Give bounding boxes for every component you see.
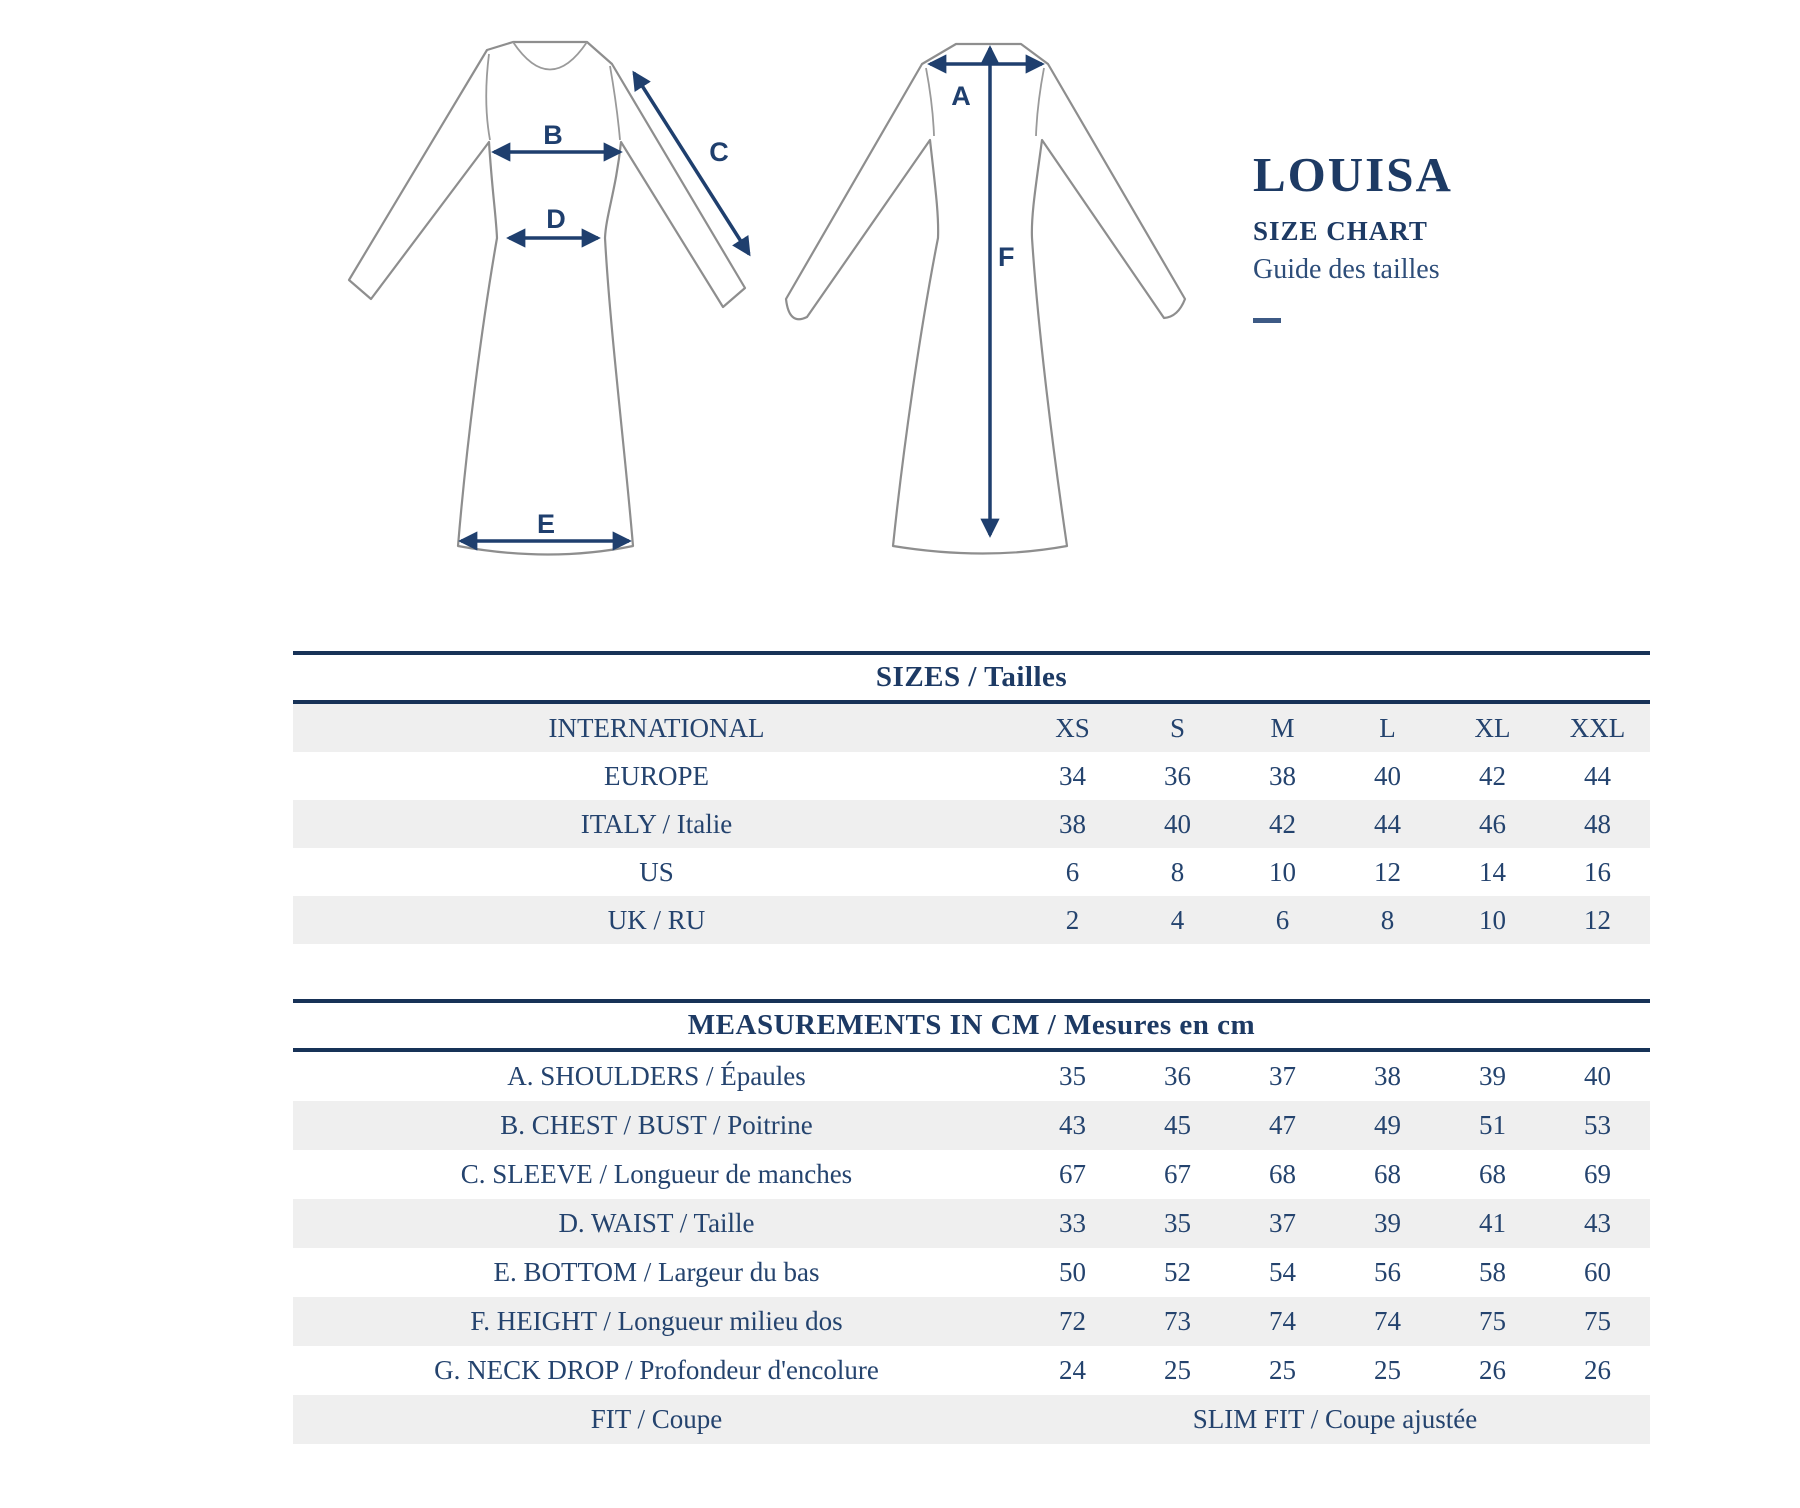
dim-label-e: E xyxy=(536,509,556,539)
measure-cell: 68 xyxy=(1479,1159,1506,1189)
measure-cell: 56 xyxy=(1374,1257,1401,1287)
fit-row-value: SLIM FIT / Coupe ajustée xyxy=(1192,1404,1478,1434)
measure-row-label: E. BOTTOM / Largeur du bas xyxy=(493,1257,820,1287)
measure-cell: 47 xyxy=(1269,1110,1296,1140)
size-cell: 38 xyxy=(1269,760,1296,791)
measure-cell: 69 xyxy=(1584,1159,1611,1189)
size-cell: 46 xyxy=(1479,808,1506,839)
size-cell: XXL xyxy=(1569,712,1626,743)
measure-row-label: D. WAIST / Taille xyxy=(558,1208,755,1238)
measure-cell: 74 xyxy=(1374,1306,1401,1336)
measure-cell: 41 xyxy=(1479,1208,1506,1238)
row-europe xyxy=(293,752,1650,800)
measure-cell: 45 xyxy=(1164,1110,1191,1140)
row-international xyxy=(293,702,1650,752)
size-cell: 34 xyxy=(1059,760,1086,791)
sizes-table xyxy=(293,651,1650,944)
size-cell: 44 xyxy=(1374,808,1401,839)
brand-block xyxy=(1253,147,1453,323)
measure-row-label: B. CHEST / BUST / Poitrine xyxy=(500,1110,813,1140)
size-chart-heading-fr: Guide des tailles xyxy=(1253,254,1440,285)
row-chest xyxy=(293,1101,1650,1150)
measure-row-label: A. SHOULDERS / Épaules xyxy=(507,1061,806,1091)
measurements-table-header-row xyxy=(293,1001,1650,1050)
row-shoulders xyxy=(293,1050,1650,1101)
measure-cell: 68 xyxy=(1269,1159,1296,1189)
size-cell: 6 xyxy=(1275,904,1290,935)
measure-cell: 25 xyxy=(1269,1355,1296,1385)
row-fit xyxy=(293,1395,1650,1444)
size-cell: 12 xyxy=(1374,856,1401,887)
size-row-label: US xyxy=(639,856,674,887)
dim-label-b: B xyxy=(543,120,563,150)
dim-label-d: D xyxy=(546,204,566,234)
row-bottom xyxy=(293,1248,1650,1297)
sizes-table-title: SIZES / Tailles xyxy=(293,653,1650,702)
measurements-table xyxy=(293,999,1650,1444)
size-cell: 2 xyxy=(1065,904,1080,935)
size-cell: 38 xyxy=(1059,808,1086,839)
size-row-label: EUROPE xyxy=(603,760,709,791)
size-cell: 42 xyxy=(1479,760,1506,791)
measure-cell: 75 xyxy=(1479,1306,1506,1336)
size-cell: 16 xyxy=(1584,856,1612,887)
measure-cell: 51 xyxy=(1479,1110,1506,1140)
size-cell: 8 xyxy=(1380,904,1395,935)
measure-cell: 33 xyxy=(1059,1208,1086,1238)
dim-label-f: F xyxy=(998,242,1015,272)
measure-cell: 24 xyxy=(1059,1355,1086,1385)
measure-cell: 72 xyxy=(1059,1306,1086,1336)
measure-cell: 68 xyxy=(1374,1159,1401,1189)
row-sleeve xyxy=(293,1150,1650,1199)
size-cell: XL xyxy=(1474,712,1511,743)
size-cell: 4 xyxy=(1170,904,1185,935)
measure-row-label: C. SLEEVE / Longueur de manches xyxy=(460,1159,853,1189)
measure-cell: 54 xyxy=(1269,1257,1296,1287)
size-cell: 8 xyxy=(1170,856,1185,887)
row-italy xyxy=(293,800,1650,848)
dim-label-c: C xyxy=(709,137,729,167)
dim-label-a: A xyxy=(951,81,971,111)
measure-cell: 58 xyxy=(1479,1257,1506,1287)
measure-cell: 75 xyxy=(1584,1306,1611,1336)
measure-row-label: G. NECK DROP / Profondeur d'encolure xyxy=(434,1355,879,1385)
size-cell: 14 xyxy=(1479,856,1506,887)
measurements-table-title: MEASUREMENTS IN CM / Mesures en cm xyxy=(293,1001,1650,1050)
size-cell: 40 xyxy=(1164,808,1191,839)
row-neck-drop xyxy=(293,1346,1650,1395)
size-cell: 36 xyxy=(1164,760,1191,791)
measure-cell: 25 xyxy=(1374,1355,1401,1385)
row-us xyxy=(293,848,1650,896)
size-cell: 48 xyxy=(1584,808,1612,839)
size-chart-heading: SIZE CHART xyxy=(1253,216,1428,246)
measure-cell: 53 xyxy=(1584,1110,1611,1140)
brand-name: LOUISA xyxy=(1253,147,1453,202)
measure-cell: 37 xyxy=(1269,1208,1296,1238)
measure-cell: 36 xyxy=(1164,1061,1191,1091)
measure-cell: 73 xyxy=(1164,1306,1191,1336)
measure-cell: 60 xyxy=(1584,1257,1611,1287)
measure-cell: 26 xyxy=(1584,1355,1611,1385)
size-cell: 6 xyxy=(1065,856,1080,887)
measure-cell: 67 xyxy=(1164,1159,1191,1189)
row-height xyxy=(293,1297,1650,1346)
size-cell: M xyxy=(1270,712,1295,743)
measure-cell: 38 xyxy=(1374,1061,1401,1091)
garment-measurement-diagram xyxy=(0,0,1250,600)
size-cell: 44 xyxy=(1584,760,1612,791)
measure-cell: 43 xyxy=(1059,1110,1086,1140)
size-cell: S xyxy=(1169,712,1186,743)
size-cell: 10 xyxy=(1479,904,1506,935)
measure-cell: 40 xyxy=(1584,1061,1611,1091)
measure-cell: 39 xyxy=(1374,1208,1401,1238)
measure-cell: 74 xyxy=(1269,1306,1296,1336)
size-row-label: UK / RU xyxy=(607,904,706,935)
size-cell: 10 xyxy=(1269,856,1296,887)
measure-cell: 49 xyxy=(1374,1110,1401,1140)
measure-cell: 43 xyxy=(1584,1208,1611,1238)
measure-cell: 50 xyxy=(1059,1257,1086,1287)
measure-cell: 25 xyxy=(1164,1355,1191,1385)
size-cell: 40 xyxy=(1374,760,1401,791)
size-row-label: INTERNATIONAL xyxy=(548,712,765,743)
measure-cell: 37 xyxy=(1269,1061,1296,1091)
row-waist xyxy=(293,1199,1650,1248)
row-uk-ru xyxy=(293,896,1650,944)
measure-cell: 52 xyxy=(1164,1257,1191,1287)
sizes-table-header-row xyxy=(293,653,1650,702)
size-cell: 42 xyxy=(1269,808,1296,839)
size-cell: XS xyxy=(1055,712,1090,743)
measure-cell: 35 xyxy=(1164,1208,1191,1238)
dash-rule xyxy=(1253,318,1281,323)
dress-front-outline xyxy=(349,42,745,555)
fit-row-label: FIT / Coupe xyxy=(590,1404,723,1434)
measure-cell: 35 xyxy=(1059,1061,1086,1091)
size-cell: 12 xyxy=(1584,904,1612,935)
measure-cell: 39 xyxy=(1479,1061,1506,1091)
dress-back-outline xyxy=(786,44,1185,554)
measure-row-label: F. HEIGHT / Longueur milieu dos xyxy=(470,1306,843,1336)
size-row-label: ITALY / Italie xyxy=(580,808,733,839)
size-cell: L xyxy=(1379,712,1396,743)
measure-cell: 26 xyxy=(1479,1355,1506,1385)
measure-cell: 67 xyxy=(1059,1159,1086,1189)
